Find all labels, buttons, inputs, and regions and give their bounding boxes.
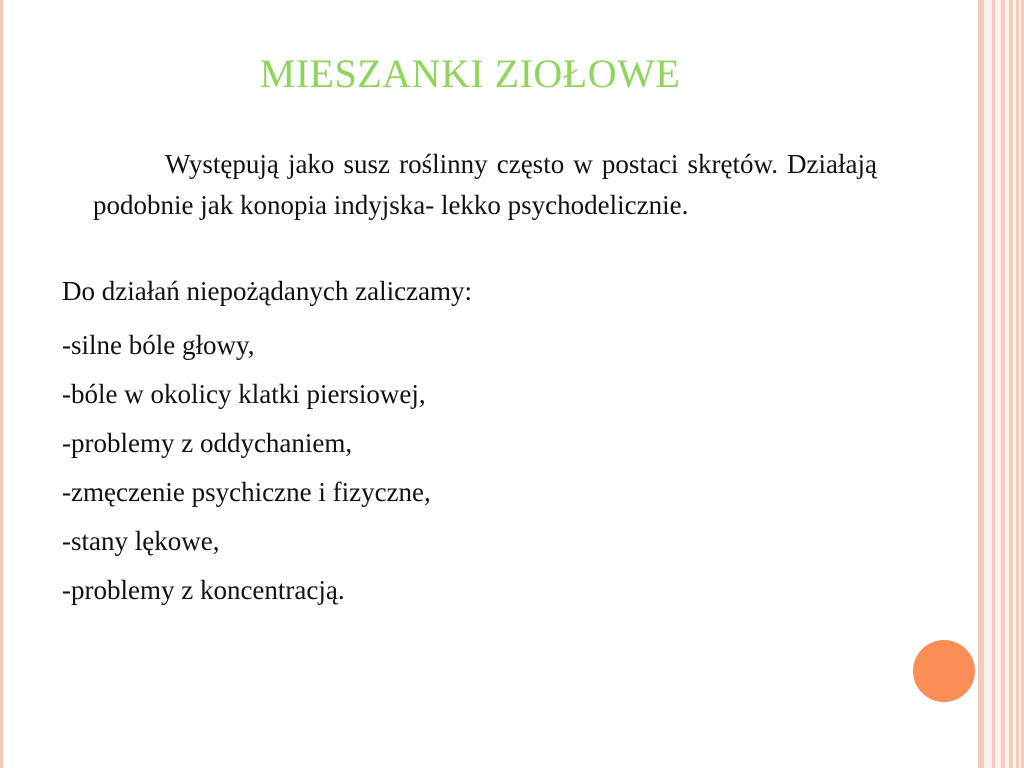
stripe-line — [995, 0, 1001, 768]
side-effects-lead: Do działań niepożądanych zaliczamy: — [62, 276, 473, 306]
side-effect-item: -problemy z oddychaniem, — [62, 428, 353, 458]
left-edge-decoration — [0, 0, 3, 768]
intro-paragraph: Występują jako susz roślinny często w postaci skrętów. Działają podobnie jak konopia indyjska- lekko psychodelicznie. — [93, 149, 877, 220]
side-effect-item: -zmęczenie psychiczne i fizyczne, — [62, 477, 431, 507]
side-effect-item: -silne bóle głowy, — [62, 330, 255, 360]
slide-title: MIESZANKI ZIOŁOWE — [259, 51, 681, 96]
stripe-line — [984, 0, 992, 768]
right-stripe-decoration — [978, 0, 1024, 768]
stripe-line — [1019, 0, 1021, 768]
side-effect-item: -stany lękowe, — [62, 526, 220, 556]
side-effects-list — [62, 326, 431, 620]
stripe-line — [1005, 0, 1009, 768]
side-effect-item: -problemy z koncentracją. — [62, 575, 345, 605]
stripe-line — [1013, 0, 1016, 768]
side-effect-item: -bóle w okolicy klatki piersiowej, — [62, 379, 426, 409]
orange-circle-decoration — [913, 640, 975, 702]
